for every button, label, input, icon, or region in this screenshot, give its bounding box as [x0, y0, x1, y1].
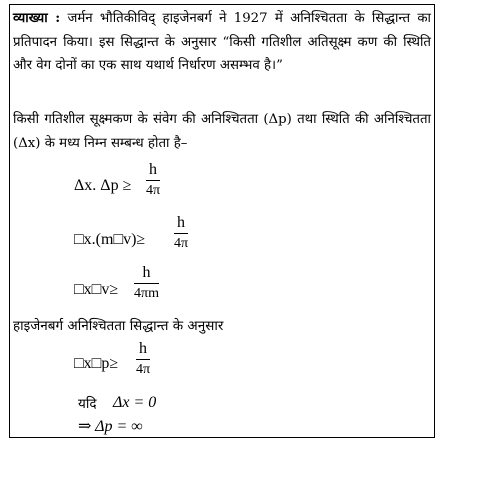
according-text: हाइजेनबर्ग अनिश्चितता सिद्धान्त के अनुसार: [13, 318, 224, 334]
equation-4-lhs: □x□p≥: [74, 355, 119, 372]
equation-3-fraction: [134, 264, 159, 303]
intro-text: जर्मन भौतिकीविद् हाइजेनबर्ग ने 1927 में अनिश्चितता के सिद्धान्त का प्रतिपादन किया। इस सिद्धान्त के अनुसार “किसी गतिशील अतिसूक्ष्म कण की स्थिति और वेग दोनों का एक साथ यथार्थ निर्धारण असम्भव है।”: [13, 11, 431, 73]
equation-4-numerator: h: [139, 340, 148, 357]
equation-1-denominator: 4π: [146, 183, 161, 198]
content-box: [9, 4, 435, 438]
if-condition: Δx = 0: [113, 394, 157, 411]
equation-1-lhs: Δx. Δp ≥: [74, 177, 132, 194]
equation-3-numerator: h: [142, 264, 151, 281]
fraction-bar: [134, 283, 159, 284]
equation-1-numerator: h: [149, 161, 158, 178]
fraction-bar: [146, 180, 160, 181]
equation-1-fraction: [146, 161, 160, 200]
equation-2-fraction: [174, 214, 188, 253]
intro-paragraph: [13, 7, 431, 78]
equation-3-denominator: 4πm: [134, 286, 159, 301]
lead-label: व्याख्या :: [13, 11, 61, 26]
equation-2-denominator: 4π: [174, 236, 189, 251]
conclusion: ⇒ Δp = ∞: [78, 418, 143, 435]
equation-2-numerator: h: [177, 214, 186, 231]
equation-4-denominator: 4π: [136, 362, 151, 377]
if-label: यदि: [78, 396, 97, 412]
equation-3-lhs: □x□v≥: [74, 281, 119, 298]
fraction-bar: [136, 359, 150, 360]
equation-4-fraction: [136, 340, 150, 379]
fraction-bar: [174, 233, 188, 234]
equation-2-lhs: □x.(m□v)≥: [74, 231, 146, 248]
relation-paragraph: किसी गतिशील सूक्ष्मकण के संवेग की अनिश्चितता (Δp) तथा स्थिति की अनिश्चितता (Δx) के मध्य निम्न सम्बन्ध होता है–: [13, 112, 431, 151]
